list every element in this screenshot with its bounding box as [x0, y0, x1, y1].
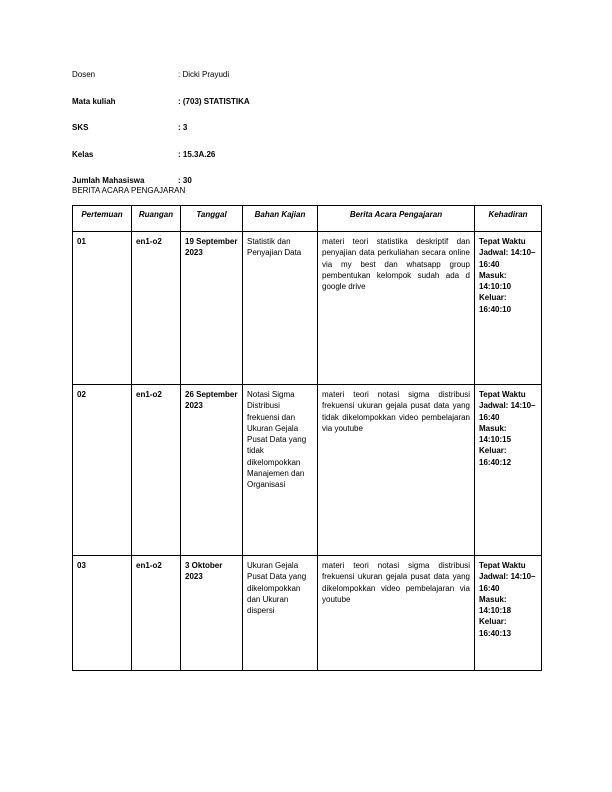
header-pertemuan: Pertemuan: [73, 206, 132, 232]
dosen-value: : Dicki Prayudi: [178, 70, 230, 79]
header-tanggal: Tanggal: [181, 206, 243, 232]
header-kehadiran: Kehadiran: [475, 206, 542, 232]
cell-kehadiran: [475, 232, 542, 385]
kelas-label: Kelas: [72, 149, 94, 159]
cell-bahan-kajian: Ukuran Gejala Pusat Data yang dikelompokkan dan Ukuran dispersi: [243, 556, 318, 671]
kehadiran-keluar: Keluar: 16:40:10: [479, 293, 512, 314]
dosen-label: Dosen: [72, 70, 96, 79]
sks-value: : 3: [178, 123, 188, 132]
berita-acara-table: [72, 205, 542, 671]
sks-label: SKS: [72, 123, 89, 132]
cell-pertemuan: 01: [73, 232, 132, 385]
cell-tanggal: 26 September 2023: [181, 385, 243, 556]
cell-ruangan: en1-o2: [132, 232, 181, 385]
cell-pertemuan: 03: [73, 556, 132, 671]
kehadiran-jadwal: Jadwal: 14:10–16:40: [479, 248, 536, 269]
table-header-row: [73, 206, 542, 232]
cell-kehadiran: [475, 556, 542, 671]
table-row: [73, 556, 542, 671]
cell-kehadiran: [475, 385, 542, 556]
kelas-value: : 15.3A.26: [178, 149, 216, 159]
kehadiran-status: Tepat Waktu: [479, 561, 526, 570]
info-row-kelas: [72, 150, 250, 177]
cell-tanggal: 3 Oktober 2023: [181, 556, 243, 671]
cell-tanggal: 19 September 2023: [181, 232, 243, 385]
kehadiran-masuk: Masuk: 14:10:18: [479, 594, 512, 616]
jumlah-label: Jumlah Mahasiswa: [72, 176, 145, 185]
cell-berita-acara: materi teori notasi sigma distribusi frekuensi ukuran gejala pusat data yang tidak dikelompokkan video pembelajaran via youtube: [318, 385, 475, 556]
course-info: [72, 70, 250, 203]
info-row-dosen: [72, 70, 250, 97]
kehadiran-masuk: Masuk: 14:10:10: [479, 270, 512, 292]
cell-pertemuan: 02: [73, 385, 132, 556]
kehadiran-status: Tepat Waktu: [479, 390, 526, 399]
header-berita-acara: Berita Acara Pengajaran: [318, 206, 475, 232]
cell-bahan-kajian: Notasi Sigma Distribusi frekuensi dan Ukuran Gejala Pusat Data yang tidak dikelompokkan Manajemen dan Organisasi: [243, 385, 318, 556]
kehadiran-keluar: Keluar: 16:40:12: [479, 446, 512, 467]
table-row: [73, 232, 542, 385]
header-bahan-kajian: Bahan Kajian: [243, 206, 318, 232]
cell-ruangan: en1-o2: [132, 385, 181, 556]
section-title: BERITA ACARA PENGAJARAN: [72, 186, 186, 195]
table-row: [73, 385, 542, 556]
kehadiran-jadwal: Jadwal: 14:10–16:40: [479, 572, 536, 593]
kehadiran-masuk: Masuk: 14:10:15: [479, 423, 512, 445]
kehadiran-keluar: Keluar: 16:40:13: [479, 617, 512, 638]
matkul-label: Mata kuliah: [72, 96, 116, 106]
info-row-sks: [72, 123, 250, 150]
cell-berita-acara: materi teori statistika deskriptif dan penyajian data perkuliahan secara online via my best dan whatsapp group pembentukan kelompok sudah ada d google drive: [318, 232, 475, 385]
kehadiran-jadwal: Jadwal: 14:10–16:40: [479, 401, 536, 422]
matkul-value: : (703) STATISTIKA: [178, 96, 250, 106]
jumlah-value: : 30: [178, 176, 192, 185]
cell-bahan-kajian: Statistik dan Penyajian Data: [243, 232, 318, 385]
cell-berita-acara: materi teori notasi sigma distribusi frekuensi ukuran gejala pusat data yang dikelompokkan video pembelajaran via youtube: [318, 556, 475, 671]
info-row-matkul: [72, 97, 250, 124]
cell-ruangan: en1-o2: [132, 556, 181, 671]
header-ruangan: Ruangan: [132, 206, 181, 232]
kehadiran-status: Tepat Waktu: [479, 237, 526, 246]
